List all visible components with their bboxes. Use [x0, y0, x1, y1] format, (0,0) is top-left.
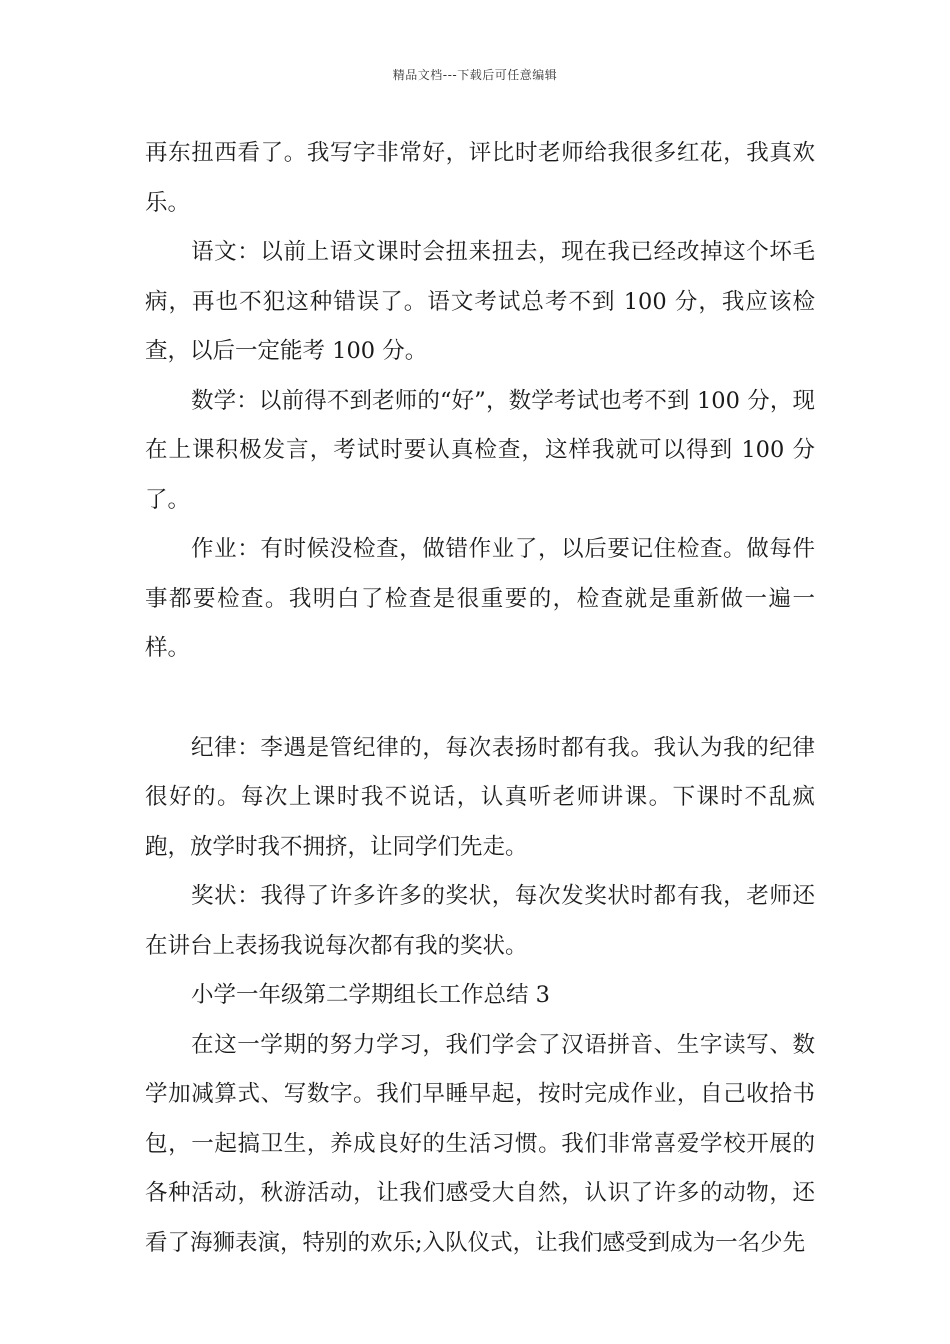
page-header: 精品文档---下载后可任意编辑 [392, 68, 558, 82]
paragraph-summary: 在这一学期的努力学习，我们学会了汉语拼音、生字读写、数学加减算式、写数字。我们早睡早起，按时完成作业，自己收拾书包，一起搞卫生，养成良好的生活习惯。我们非常喜爱学校开展的各种活动，秋游活动，让我们感受大自然，认识了许多的动物，还看了海狮表演，特别的欢乐;入队仪式，让我们感受到成为一名少先 [145, 1031, 815, 1256]
paragraph-discipline: 纪律：李遇是管纪律的，每次表扬时都有我。我认为我的纪律很好的。每次上课时我不说话，认真听老师讲课。下课时不乱疯跑，放学时我不拥挤，让同学们先走。 [145, 734, 815, 860]
paragraph-homework: 作业：有时候没检查，做错作业了，以后要记住检查。做每件事都要检查。我明白了检查是很重要的，检查就是重新做一遍一样。 [145, 536, 815, 661]
paragraph-awards: 奖状：我得了许多许多的奖状，每次发奖状时都有我，老师还在讲台上表扬我说每次都有我的奖状。 [145, 883, 815, 959]
paragraph-math: 数学：以前得不到老师的“好”，数学考试也考不到 100 分，现在上课积极发言，考试时要认真检查，这样我就可以得到 100 分了。 [145, 387, 815, 513]
paragraph-chinese: 语文：以前上语文课时会扭来扭去，现在我已经改掉这个坏毛病，再也不犯这种错误了。语文考试总考不到 100 分，我应该检查，以后一定能考 100 分。 [145, 239, 815, 364]
paragraph-continuation: 再东扭西看了。我写字非常好，评比时老师给我很多红花，我真欢乐。 [145, 140, 815, 216]
section-heading: 小学一年级第二学期组长工作总结 3 [191, 982, 550, 1008]
document-body [145, 129, 815, 1268]
paragraph-spacer [145, 674, 815, 724]
